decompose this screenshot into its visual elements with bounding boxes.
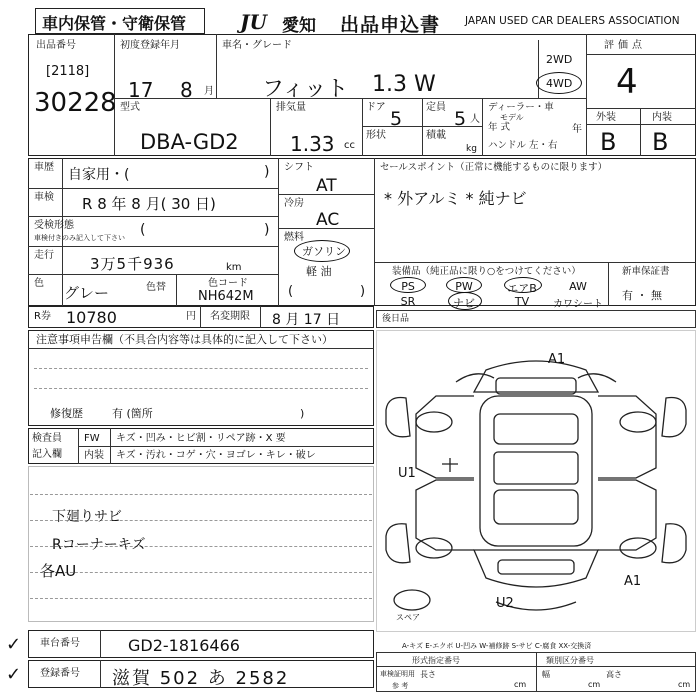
ref-label: 参 考 [392, 682, 409, 690]
year-style-label: 年 式 [488, 122, 511, 133]
equipment-pw: PW [455, 280, 473, 293]
equipment-sr: SR [400, 295, 416, 308]
displacement-value: 1.33 [290, 132, 335, 156]
inspector-label: 検査員 [32, 433, 62, 444]
check-mark-icon: ✓ [6, 634, 22, 655]
storage-title: 車内保管・守衛保管 [42, 14, 187, 33]
cert-small: 車検証明用 [380, 670, 415, 678]
history-close: ) [264, 164, 270, 180]
caution-label: 注意事項申告欄（不具合内容等は具体的に記入して下さい） [36, 333, 333, 346]
rating-label: 評価点 [604, 40, 646, 51]
interior-label: 内装 [84, 450, 104, 461]
mark-u2-rear: U2 [496, 596, 514, 611]
capacity-value: 5 [454, 108, 467, 130]
car-name: フィット [262, 77, 349, 102]
doors-value: 5 [390, 108, 403, 130]
color-code-label: 色コード [208, 278, 248, 289]
fuel-paren-close: ) [360, 284, 366, 299]
width-label: 幅 [542, 670, 550, 679]
length-cm: cm [514, 680, 527, 689]
first-reg-year: 17 [128, 78, 154, 102]
color-code-value: NH642M [198, 289, 254, 304]
chassis-value: GD2-1816466 [128, 636, 240, 655]
capacity-label: 定員 [426, 102, 446, 113]
equipment-label: 装備品（純正品に限り○をつけてください） [392, 266, 581, 277]
repair-label: 修復歴 [50, 407, 83, 420]
recycle-value: 10780 [66, 308, 117, 327]
registration-label: 登録番号 [40, 668, 80, 679]
model-code: DBA-GD2 [140, 130, 239, 154]
ju-logo [240, 10, 282, 32]
dealer-label: ディーラー・車 [488, 102, 554, 113]
interior-items: キズ・汚れ・コゲ・穴・ヨゴレ・キレ・破レ [116, 450, 316, 461]
person-unit: 人 [470, 114, 480, 125]
chassis-label: 車台番号 [40, 638, 80, 649]
warranty-label: 新車保証書 [622, 266, 670, 277]
drive-4wd-circle [536, 72, 582, 94]
type-cert-note: 車検付きのみ記入して下さい [34, 234, 125, 242]
airbag-circle [504, 277, 542, 293]
kg-unit: kg [466, 144, 477, 154]
interior-label: 内装 [652, 112, 672, 123]
yen-unit: 円 [186, 311, 196, 322]
mark-a1-front: A1 [548, 352, 566, 367]
car-diagram [376, 340, 696, 630]
name-change-value: 8 月 17 日 [272, 312, 341, 328]
fw-label: FW [84, 433, 100, 444]
history-label: 車歴 [34, 162, 54, 173]
displacement-label: 排気量 [276, 102, 306, 113]
year-unit: 年 [572, 124, 582, 135]
certificate-label: 形式指定番号 [412, 656, 460, 665]
equipment-seat: カワシート [553, 299, 603, 310]
height-cm: cm [678, 680, 691, 689]
fuel-diesel: 軽 油 [306, 265, 332, 278]
history-value: 自家用・( [68, 167, 130, 183]
model-label: モデル [500, 113, 524, 122]
fuel-paren-open: ( [288, 284, 294, 299]
name-change-label: 名変期限 [210, 311, 250, 322]
aichi-label: 愛知 [282, 16, 316, 36]
equipment-ps: PS [401, 280, 415, 293]
shape-label: 形状 [366, 130, 386, 141]
ps-circle [390, 277, 426, 293]
equipment-tv: TV [514, 295, 530, 308]
fuel-gasoline-circle [294, 240, 350, 262]
equipment-navi: ナビ [453, 297, 475, 310]
warranty-value: 有 ・ 無 [622, 289, 662, 302]
first-reg-label: 初度登録年月 [120, 40, 180, 51]
mark-u1-side: U1 [398, 466, 416, 481]
sales-point-label: セールスポイント（正常に機能するものに限ります） [380, 162, 608, 173]
model-grade-label: 車名・グレード [222, 40, 292, 51]
mileage-label: 走行 [34, 250, 54, 261]
type-cert-open: ( [140, 222, 146, 238]
repair-value: 有 (箇所 [112, 407, 153, 420]
first-reg-month: 8 [180, 78, 193, 102]
fw-items: キズ・凹み・ヒビ割・リペア跡・X 要 [116, 433, 286, 444]
fuel-gasoline: ガソリン [302, 245, 346, 258]
length-label: 長さ [420, 670, 436, 679]
shift-value: AT [316, 176, 337, 196]
type-cert-close: ) [264, 222, 270, 238]
registration-value: 滋賀 502 あ 2582 [112, 668, 290, 689]
mark-a1-rear: A1 [624, 574, 642, 589]
after-frame [376, 310, 696, 328]
type-cert-label: 受検形態 [34, 220, 74, 231]
after-label: 後日品 [382, 314, 410, 324]
damage-legend: A-キズ E-エクボ U-凹み W-補修跡 S-サビ C-腐食 XX-交換済 [402, 642, 592, 650]
month-unit: 月 [204, 86, 214, 97]
lot-bracket: [2118] [46, 64, 90, 79]
lot-number: 30228 [34, 88, 117, 118]
lot-label: 出品番号 [36, 40, 76, 51]
spare-label: スペア [396, 613, 420, 622]
cooling-label: 冷房 [284, 198, 304, 209]
color-change-label: 色替 [146, 282, 166, 293]
cc-unit: cc [344, 140, 355, 151]
navi-circle [448, 292, 482, 310]
form-title: 出品申込書 [340, 14, 441, 36]
doors-label: ドア [366, 102, 386, 113]
grade: 1.3 W [372, 72, 436, 97]
sales-point-value: * 外アルミ * 純ナビ [384, 189, 527, 208]
inspection-value: R 8 年 8 月( 30 日) [82, 195, 216, 213]
km-unit: km [226, 262, 242, 273]
remark-each-au: 各AU [40, 562, 77, 580]
interior-grade: B [652, 128, 669, 156]
exterior-grade: B [600, 128, 617, 156]
repair-close: ) [300, 407, 305, 420]
association-name: JAPAN USED CAR DEALERS ASSOCIATION [465, 15, 680, 27]
equipment-aw: AW [569, 280, 587, 293]
handle-label: ハンドル 左・右 [488, 140, 558, 151]
width-cm: cm [588, 680, 601, 689]
type-label: 型式 [120, 102, 140, 113]
check-mark-icon-2: ✓ [6, 664, 22, 685]
fuel-label: 燃料 [284, 232, 304, 243]
load-label: 積載 [426, 130, 446, 141]
cooling-value: AC [316, 210, 340, 230]
mileage-value: 3万5千936 [90, 255, 175, 273]
remark-underbody: 下廻りサビ [52, 509, 122, 525]
drive-2wd: 2WD [546, 53, 573, 66]
exterior-label: 外装 [596, 112, 616, 123]
category-label: 類別区分番号 [546, 656, 594, 665]
shift-label: シフト [284, 162, 314, 173]
inspection-label: 車検 [34, 192, 54, 203]
recycle-label: R券 [34, 311, 51, 322]
pw-circle [446, 277, 482, 293]
height-label: 高さ [606, 670, 622, 679]
color-value: グレー [64, 284, 110, 302]
equipment-airbag: エアB [507, 282, 537, 295]
remark-corner: Rコーナーキズ [52, 537, 146, 553]
drive-4wd: 4WD [546, 77, 573, 90]
inspector-label2: 記入欄 [32, 449, 62, 460]
rating-value: 4 [616, 62, 638, 102]
logo-text: JU [240, 10, 267, 34]
color-label: 色 [34, 278, 44, 289]
